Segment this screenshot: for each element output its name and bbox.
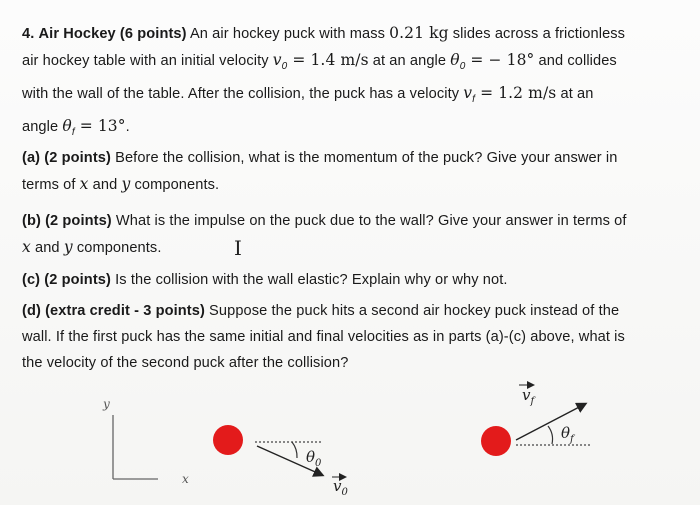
part-d — [22, 298, 682, 376]
text-cursor-icon: I — [234, 236, 242, 260]
problem-number: 4. — [22, 26, 35, 42]
puck-final — [481, 426, 511, 456]
part-b-text: and — [30, 240, 64, 256]
angle-arc-final — [548, 426, 553, 444]
thetaf-label: $\theta_f$ — [561, 424, 574, 445]
vf-subscript: f — [472, 94, 476, 105]
part-a-text: components. — [130, 177, 220, 193]
coordinate-axes — [102, 397, 189, 486]
intro-text: at an — [556, 86, 594, 102]
part-a — [22, 145, 682, 198]
theta0-value: = − 18° — [465, 51, 535, 69]
theta0-symbol: θ — [450, 51, 460, 69]
y-axis-label: y — [103, 397, 110, 411]
thetaf-value: = 13° — [74, 117, 126, 135]
part-d-label: (d) (extra credit - 3 points) — [22, 303, 205, 319]
problem-line-2 — [22, 47, 682, 80]
collision-diagram — [0, 370, 700, 505]
part-c-text: Is the collision with the wall elastic? Explain why or why not. — [110, 272, 508, 288]
part-b-label: (b) (2 points) — [22, 213, 112, 229]
initial-state — [213, 425, 348, 498]
final-state — [481, 385, 592, 456]
problem-line-1 — [22, 20, 682, 47]
intro-text: at an angle — [368, 53, 451, 69]
part-a-text: Before the collision, what is the momentum of the puck? Give your answer in — [110, 150, 618, 166]
thetaf-subscript: f — [71, 127, 75, 138]
part-c — [22, 267, 682, 293]
part-d-text: Suppose the puck hits a second air hockey puck instead of the — [204, 303, 620, 319]
v0-subscript: 0 — [281, 61, 288, 72]
intro-text: slides across a frictionless — [448, 26, 626, 42]
part-b — [22, 208, 682, 261]
x-axis-label: x — [182, 472, 189, 486]
angle-arc-initial — [292, 442, 297, 458]
velocity-arrow-final — [516, 404, 585, 440]
part-b-text: What is the impulse on the puck due to the wall? Give your answer in terms of — [111, 213, 627, 229]
part-a-label: (a) (2 points) — [22, 150, 111, 166]
thetaf-symbol: θ — [62, 117, 72, 135]
puck-initial — [213, 425, 243, 455]
problem-line-3 — [22, 80, 682, 113]
v0-label: $v_0$ — [333, 477, 348, 498]
y-symbol: y — [63, 238, 73, 256]
y-symbol: y — [121, 175, 131, 193]
part-b-text: components. — [72, 240, 162, 256]
vf-symbol: v — [463, 84, 473, 102]
mass-value: 0.21 kg — [389, 24, 449, 42]
vf-value: = 1.2 m/s — [475, 84, 557, 102]
part-a-text: terms of — [22, 177, 80, 193]
theta0-label: $\theta_0$ — [306, 448, 322, 469]
intro-text: air hockey table with an initial velocity — [22, 53, 273, 69]
part-c-label: (c) (2 points) — [22, 272, 111, 288]
v0-value: = 1.4 m/s — [287, 51, 369, 69]
part-d-text: the velocity of the second puck after the collision? — [22, 355, 349, 371]
problem-line-4 — [22, 113, 682, 146]
intro-text: with the wall of the table. After the collision, the puck has a velocity — [22, 86, 464, 102]
problem-title: Air Hockey (6 points) — [38, 26, 187, 42]
part-a-text: and — [88, 177, 122, 193]
theta0-subscript: 0 — [459, 61, 466, 72]
v0-symbol: v — [272, 51, 282, 69]
intro-text: and collides — [534, 53, 617, 69]
part-d-text: wall. If the first puck has the same initial and final velocities as in parts (a)-(c) above, what is — [22, 329, 625, 345]
problem-statement — [22, 20, 682, 146]
intro-text: angle — [22, 119, 63, 135]
x-symbol: x — [22, 238, 31, 256]
intro-text: An air hockey puck with mass — [189, 26, 390, 42]
x-symbol: x — [79, 175, 89, 193]
vf-label: $v_f$ — [522, 386, 535, 407]
intro-text: . — [125, 119, 130, 135]
